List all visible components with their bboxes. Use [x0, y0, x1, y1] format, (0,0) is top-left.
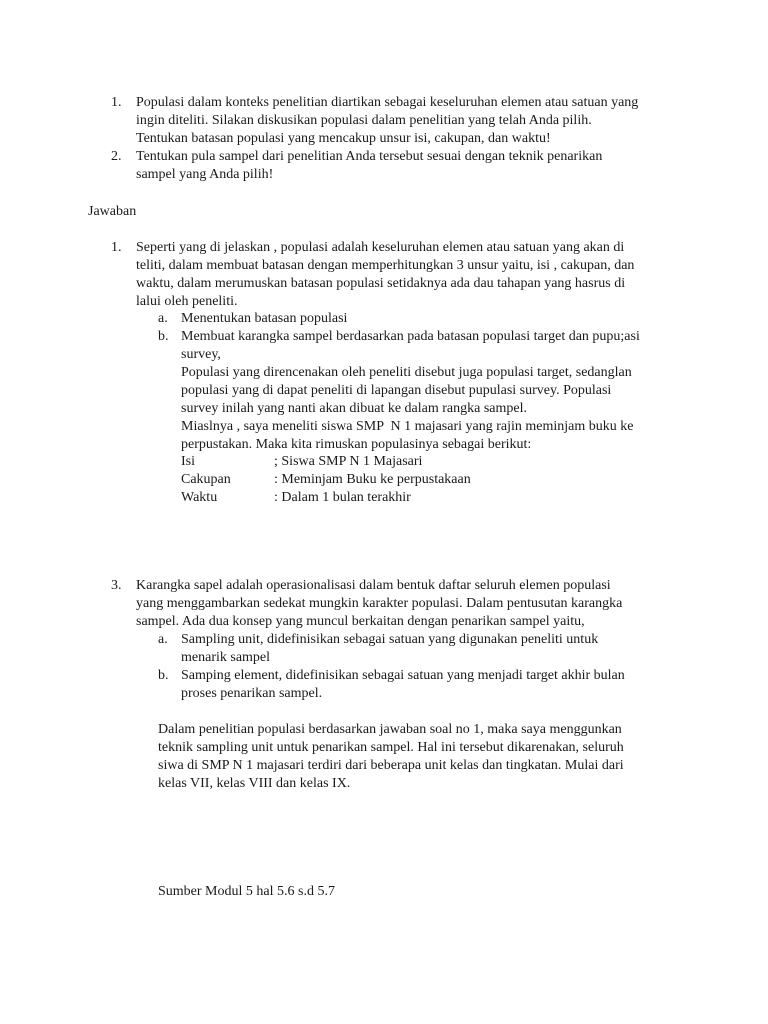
answer-1-line-1: Seperti yang di jelaskan , populasi adalah keseluruhan elemen atau satuan yang akan di: [136, 240, 625, 255]
answer-3-item-b-letter: b.: [158, 668, 169, 683]
conclusion-line-1: Dalam penelitian populasi berdasarkan jawaban soal no 1, maka saya menggunkan: [158, 722, 622, 737]
answer-3-item-a-letter: a.: [158, 632, 168, 647]
answer-3-line-3: sampel. Ada dua konsep yang muncul berkaitan dengan penarikan sampel yaitu,: [136, 614, 585, 629]
question-1-number: 1.: [111, 95, 122, 110]
table-label-waktu: Waktu: [181, 490, 218, 505]
answer-1-item-b-line-6: Miaslnya , saya meneliti siswa SMP N 1 majasari yang rajin meminjam buku ke: [181, 419, 634, 434]
answer-1-item-a-line-1: Menentukan batasan populasi: [181, 311, 348, 326]
question-2-line-1: Tentukan pula sampel dari penelitian Anda tersebut sesuai dengan teknik penarikan: [136, 149, 603, 164]
answer-1-item-b-line-5: survey inilah yang nanti akan dibuat ke dalam rangka sampel.: [181, 401, 528, 416]
table-value-cakupan: : Meminjam Buku ke perpustakaan: [274, 472, 471, 487]
answer-1-item-b-letter: b.: [158, 329, 169, 344]
answer-3-item-a-line-1: Sampling unit, didefinisikan sebagai satuan yang digunakan peneliti untuk: [181, 632, 599, 647]
answer-1-number: 1.: [111, 240, 122, 255]
answer-3-line-2: yang menggambarkan sedekat mungkin karakter populasi. Dalam pentusutan karangka: [136, 596, 623, 611]
answer-3-item-b-line-2: proses penarikan sampel.: [181, 686, 323, 701]
table-label-isi: Isi: [181, 454, 195, 469]
conclusion-line-2: teknik sampling unit untuk penarikan sampel. Hal ini tersebut dikarenakan, seluruh: [158, 740, 624, 755]
answer-3-line-1: Karangka sapel adalah operasionalisasi dalam bentuk daftar seluruh elemen populasi: [136, 578, 611, 593]
question-1-line-1: Populasi dalam konteks penelitian diartikan sebagai keseluruhan elemen atau satuan yang: [136, 95, 639, 110]
answer-1-item-b-line-4: populasi yang di dapat peneliti di lapangan disebut pupulasi survey. Populasi: [181, 383, 612, 398]
answer-1-line-2: teliti, dalam membuat batasan dengan memperhitungkan 3 unsur yaitu, isi , cakupan, dan: [136, 258, 635, 273]
answer-1-item-b-line-2: survey,: [181, 347, 221, 362]
question-2-number: 2.: [111, 149, 122, 164]
table-label-cakupan: Cakupan: [181, 472, 231, 487]
answer-3-item-b-line-1: Samping element, didefinisikan sebagai satuan yang menjadi target akhir bulan: [181, 668, 625, 683]
answer-1-item-b-line-1: Membuat karangka sampel berdasarkan pada batasan populasi target dan pupu;asi: [181, 329, 640, 344]
conclusion-line-4: kelas VII, kelas VIII dan kelas IX.: [158, 776, 351, 791]
answer-1-item-b-line-7: perpustakan. Maka kita rimuskan populasinya sebagai berikut:: [181, 437, 532, 452]
answer-1-line-3: waktu, dalam merumuskan batasan populasi setidaknya ada dau tahapan yang hasrus di: [136, 276, 626, 291]
answer-1-item-a-letter: a.: [158, 311, 168, 326]
answer-heading: Jawaban: [88, 204, 137, 219]
answer-3-number: 3.: [111, 578, 122, 593]
question-2-line-2: sampel yang Anda pilih!: [136, 167, 274, 182]
answer-1-item-b-line-3: Populasi yang direncenakan oleh peneliti disebut juga populasi target, sedanglan: [181, 365, 632, 380]
source-reference: Sumber Modul 5 hal 5.6 s.d 5.7: [158, 884, 335, 899]
answer-1-line-4: lalui oleh peneliti.: [136, 294, 238, 309]
table-value-waktu: : Dalam 1 bulan terakhir: [274, 490, 411, 505]
conclusion-line-3: siwa di SMP N 1 majasari terdiri dari beberapa unit kelas dan tingkatan. Mulai dari: [158, 758, 624, 773]
table-value-isi: ; Siswa SMP N 1 Majasari: [274, 454, 423, 469]
question-1-line-2: ingin diteliti. Silakan diskusikan populasi dalam penelitian yang telah Anda pilih.: [136, 113, 592, 128]
answer-3-item-a-line-2: menarik sampel: [181, 650, 271, 665]
question-1-line-3: Tentukan batasan populasi yang mencakup unsur isi, cakupan, dan waktu!: [136, 131, 551, 146]
